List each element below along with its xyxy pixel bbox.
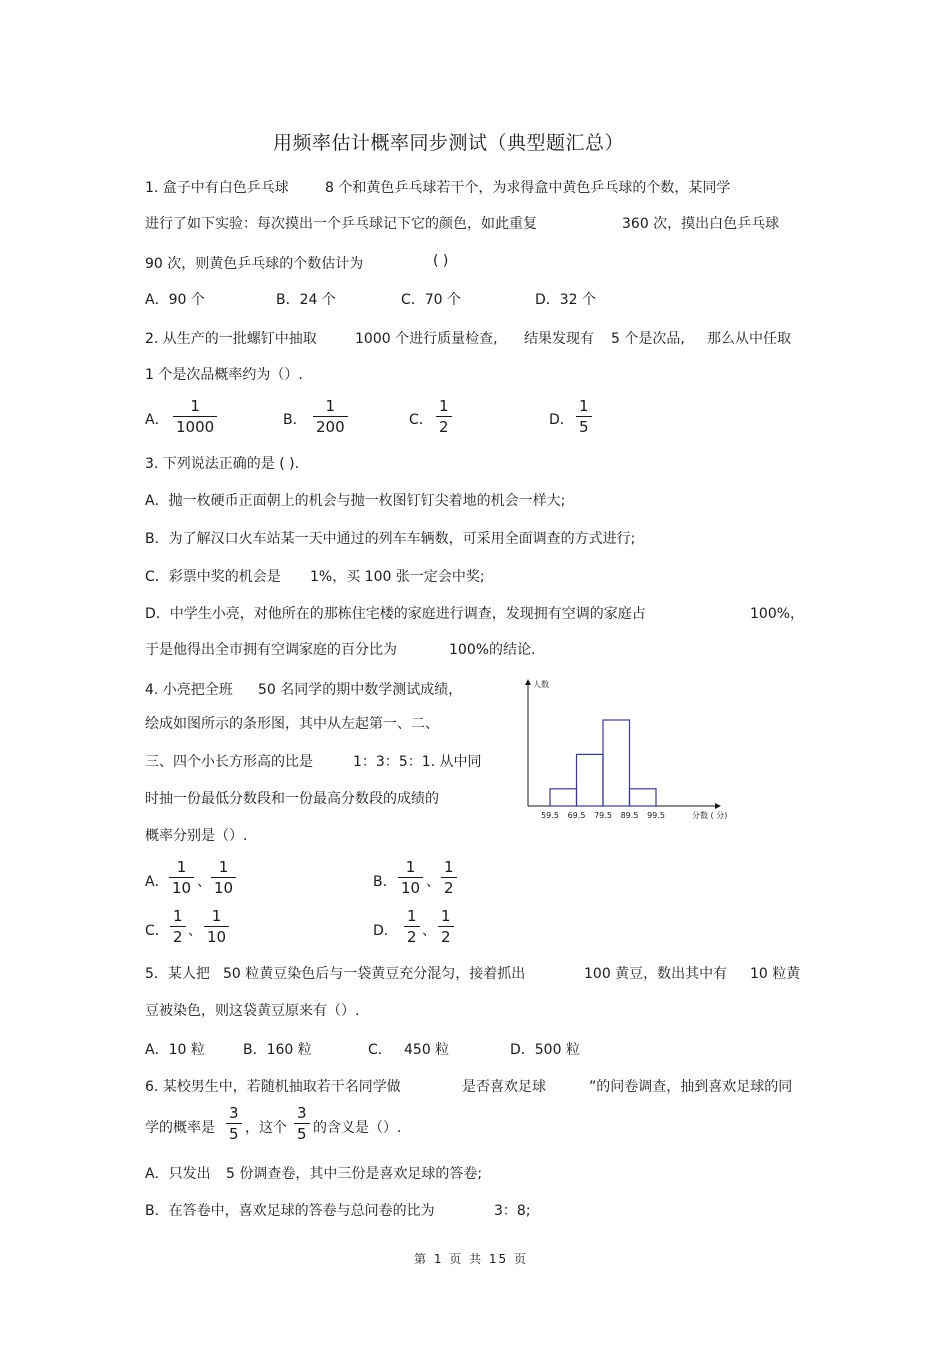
q5-option-c-value: 450 粒: [404, 1042, 450, 1058]
y-axis-label: 人数: [533, 680, 549, 689]
q4-line3b: 1：3：5：1. 从中同: [353, 754, 482, 770]
q4-line1a: 4. 小亮把全班: [145, 682, 233, 698]
q1-answer-blank: ( ): [433, 253, 449, 269]
q1-line1b: 8 个和黄色乒乓球若干个，为求得盒中黄色乒乓球的个数，某同学: [325, 180, 731, 196]
q2-option-b-label: B．: [283, 412, 307, 428]
q5-option-d: D．500 粒: [510, 1042, 580, 1058]
q3-option-c-b: 1%，买 100 张一定会中奖;: [310, 569, 485, 585]
q6-line1a: 6. 某校男生中，若随机抽取若干名同学做: [145, 1079, 401, 1095]
q4-option-c-fraction-1: [170, 906, 186, 947]
q3-option-a: A．抛一枚硬币正面朝上的机会与抛一枚图钉钉尖着地的机会一样大;: [145, 493, 566, 509]
q2-option-c-fraction: [436, 396, 452, 437]
fraction-numerator: 1: [444, 858, 454, 876]
fraction-denominator: 200: [316, 418, 345, 436]
q4-line4: 时抽一份最低分数段和一份最高分数段的成绩的: [145, 791, 439, 807]
q4-option-b-fraction-2: [441, 857, 457, 898]
fraction-numerator: 1: [439, 397, 449, 415]
fraction-denominator: 2: [439, 418, 449, 436]
q3-option-d-a: D．中学生小亮，对他所在的那栋住宅楼的家庭进行调查，发现拥有空调的家庭占: [145, 606, 646, 622]
q4-option-d-fraction-2: [438, 906, 454, 947]
q4-option-b-fraction-1: [398, 857, 423, 898]
q3-option-d-line2a: 于是他得出全市拥有空调家庭的百分比为: [145, 642, 397, 658]
fraction-denominator: 10: [401, 879, 421, 897]
q4-line1b: 50 名同学的期中数学测试成绩，: [258, 682, 463, 698]
fraction-numerator: 1: [441, 907, 451, 925]
q4-option-d-separator: 、: [422, 923, 436, 939]
q4-line3a: 三、四个小长方形高的比是: [145, 754, 313, 770]
q6-line2c: 的含义是（）.: [313, 1120, 402, 1136]
q4-option-a-fraction-2: [211, 857, 236, 898]
q1-line2b: 360 次，摸出白色乒乓球: [622, 216, 780, 232]
fraction-denominator: 10: [214, 879, 234, 897]
q6-option-a-b: 5 份调查卷，其中三份是喜欢足球的答卷;: [226, 1166, 483, 1182]
q2-option-a-label: A．: [145, 412, 169, 428]
q4-option-a-label: A．: [145, 874, 169, 890]
fraction-denominator: 2: [173, 928, 183, 946]
x-tick-label: 99.5: [647, 811, 665, 820]
q1-line3a: 90 次，则黄色乒乓球的个数估计为: [145, 256, 364, 272]
q5-line2: 豆被染色，则这袋黄豆原来有（）.: [145, 1003, 360, 1019]
x-tick-label: 69.5: [567, 811, 586, 820]
fraction-denominator: 5: [579, 418, 589, 436]
q4-option-a-separator: 、: [197, 874, 211, 890]
fraction-denominator: 10: [207, 928, 227, 946]
q2-option-d-label: D．: [549, 412, 574, 428]
histogram-bar-2: [577, 754, 604, 806]
q2-line2: 1 个是次品概率约为（）.: [145, 367, 303, 383]
fraction-denominator: 5: [297, 1125, 307, 1143]
q4-option-b-separator: 、: [426, 874, 440, 890]
q4-option-d-fraction-1: [404, 906, 420, 947]
q5-line1d: 10 粒黄: [750, 966, 801, 982]
fraction-denominator: 10: [172, 879, 192, 897]
q2-option-a-fraction: [173, 396, 217, 437]
q4-option-d-label: D．: [373, 923, 398, 939]
x-axis-label: 分数 ( 分): [692, 811, 728, 820]
q6-line2b: ，这个: [245, 1120, 287, 1136]
q4-line2: 绘成如图所示的条形图，其中从左起第一、二、: [145, 716, 439, 732]
q6-option-b-a: B．在答卷中，喜欢足球的答卷与总问卷的比为: [145, 1203, 435, 1219]
q1-option-c: C．70 个: [401, 292, 462, 308]
fraction-numerator: 1: [579, 397, 589, 415]
q2-line1d: 5 个是次品,: [611, 331, 685, 347]
q5-option-a: A．10 粒: [145, 1042, 205, 1058]
q4-option-a-fraction-1: [169, 857, 194, 898]
q6-option-a-a: A．只发出: [145, 1166, 211, 1182]
q4-option-c-separator: 、: [188, 923, 202, 939]
fraction-numerator: 1: [218, 858, 229, 876]
histogram-bar-1: [550, 789, 577, 806]
fraction-numerator: 1: [407, 907, 417, 925]
q2-line1a: 2. 从生产的一批螺钉中抽取: [145, 331, 317, 347]
fraction-denominator: 2: [441, 928, 451, 946]
fraction-denominator: 1000: [176, 418, 215, 436]
q4-option-c-label: C．: [145, 923, 169, 939]
histogram-bar-4: [630, 789, 657, 806]
q5-line1a: 5．某人把: [145, 966, 210, 982]
fraction-denominator: 2: [407, 928, 417, 946]
q6-line1c: ”的问卷调查，抽到喜欢足球的同: [589, 1079, 793, 1095]
x-tick-label: 59.5: [541, 811, 559, 820]
q4-option-c-fraction-2: [204, 906, 229, 947]
fraction-numerator: 1: [325, 397, 336, 415]
histogram-bar-3: [603, 720, 630, 806]
fraction-denominator: 2: [444, 879, 454, 897]
x-tick-label: 79.5: [594, 811, 612, 820]
q1-option-d: D．32 个: [535, 292, 597, 308]
q2-line1e: 那么从中任取: [707, 331, 791, 347]
q6-option-b-b: 3：8;: [494, 1203, 531, 1219]
fraction-numerator: 1: [173, 907, 183, 925]
q5-option-b: B．160 粒: [243, 1042, 312, 1058]
q1-option-b: B．24 个: [276, 292, 336, 308]
q6-line1b: 是否喜欢足球: [462, 1079, 546, 1095]
score-histogram: [510, 672, 750, 832]
q3-option-b: B．为了解汉口火车站某一天中通过的列车车辆数，可采用全面调查的方式进行;: [145, 531, 636, 547]
q1-option-a: A．90 个: [145, 292, 205, 308]
fraction-numerator: 1: [211, 907, 222, 925]
page-footer: 第 1 页 共 15 页: [414, 1252, 528, 1266]
q6-line2a: 学的概率是: [145, 1120, 215, 1136]
q2-line1b: 1000 个进行质量检查,: [355, 331, 498, 347]
fraction-numerator: 3: [297, 1104, 307, 1122]
q5-line1c: 100 黄豆，数出其中有: [584, 966, 728, 982]
q2-line1c: 结果发现有: [524, 331, 594, 347]
q6-fraction-1: [226, 1103, 242, 1144]
q5-option-c-label: C．: [368, 1042, 392, 1058]
q5-line1b: 50 粒黄豆染色后与一袋黄豆充分混匀，接着抓出: [223, 966, 526, 982]
q3-option-d-line2b: 100%的结论.: [449, 642, 536, 658]
q6-fraction-2: [294, 1103, 310, 1144]
fraction-numerator: 1: [405, 858, 416, 876]
fraction-numerator: 3: [229, 1104, 239, 1122]
q2-option-c-label: C．: [409, 412, 433, 428]
q3-stem: 3. 下列说法正确的是 ( ).: [145, 456, 300, 472]
fraction-numerator: 1: [176, 858, 187, 876]
fraction-denominator: 5: [229, 1125, 239, 1143]
q2-option-d-fraction: [576, 396, 592, 437]
q4-line5: 概率分别是（）.: [145, 828, 248, 844]
fraction-numerator: 1: [190, 397, 200, 415]
page-title: 用频率估计概率同步测试（典型题汇总）: [273, 132, 625, 154]
q4-option-b-label: B．: [373, 874, 397, 890]
x-tick-label: 89.5: [620, 811, 639, 820]
q2-option-b-fraction: [313, 396, 348, 437]
q1-line1a: 1. 盒子中有白色乒乓球: [145, 180, 289, 196]
q1-line2a: 进行了如下实验：每次摸出一个乒乓球记下它的颜色，如此重复: [145, 216, 537, 232]
q3-option-d-b: 100%，: [750, 606, 805, 622]
q3-option-c-a: C．彩票中奖的机会是: [145, 569, 281, 585]
